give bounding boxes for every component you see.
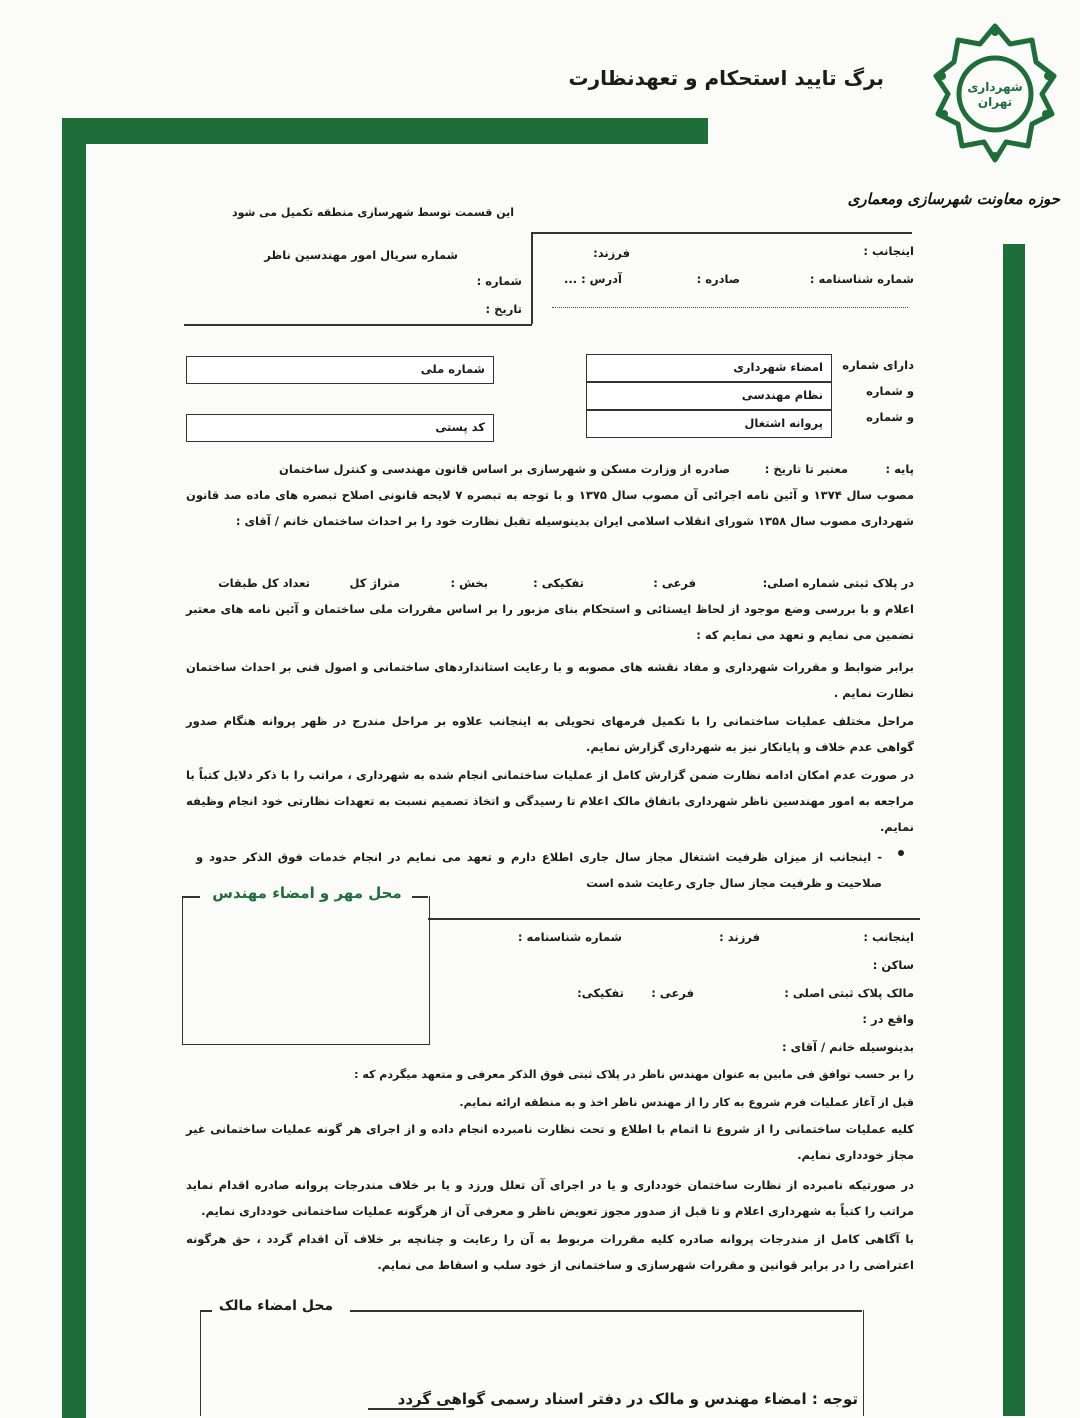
owner-hereby-label: بدینوسیله خانم / آقای :	[782, 1040, 914, 1054]
engineer-seal-title: محل مهر و امضاء مهندس	[212, 884, 402, 902]
logo-text: شهرداری تهران	[967, 80, 1023, 109]
total-area-label: متراژ کل	[349, 576, 400, 590]
applicant-address-label: آدرس : ...	[563, 272, 622, 286]
footer-note: توجه : امضاء مهندس و مالک در دفتر اسناد رسمی گواهی گردد	[397, 1390, 858, 1408]
seal-right-rule	[428, 918, 920, 920]
body-paragraph-2: اعلام و با بررسی وضع موجود از لحاظ ایستائی و استحکام بنای مزبور را بر اساس مقررات ملی ساختمان و آئین نامه های معتبر تضمین می نمایم و تعهد می نمایم که :	[186, 602, 914, 642]
postal-code-label: کد پستی	[435, 420, 485, 434]
and-number-label-1: و شماره	[866, 384, 914, 398]
owner-paragraph-3: کلیه عملیات ساختمانی را از شروع تا اتمام با اطلاع و تحت نظارت نامبرده انجام داده و از اجرای هر گونه عملیات ساختمانی غیر مجاز خودداری نمایم.	[186, 1122, 914, 1162]
body-paragraph-6: - اینجانب از میزان ظرفیت اشتغال مجاز سال جاری اطلاع دارم و تعهد می نمایم در انجام خدمات فوق الذکر حدود و صلاحیت و ظرفیت مجاز سال جاری رعایت شده است	[196, 850, 882, 890]
address-dotted-line	[552, 307, 908, 308]
engineer-seal-area[interactable]	[182, 896, 430, 1045]
postal-code-box[interactable]	[186, 414, 494, 442]
applicant-label: اینجانب :	[863, 244, 914, 258]
engineering-system-label: نظام مهندسی	[741, 388, 823, 402]
owner-id-label: شماره شناسنامه :	[517, 930, 622, 944]
plak-bakhsh-label: بخش :	[450, 576, 488, 590]
grade-label: پایه :	[885, 462, 914, 476]
has-number-label: دارای شماره	[842, 358, 914, 372]
frame-left-bar	[62, 118, 86, 1418]
plak-main-label: در پلاک ثبتی شماره اصلی:	[762, 576, 914, 590]
owner-plak-label: مالک پلاک ثبتی اصلی :	[784, 986, 914, 1000]
owner-location-label: واقع در :	[862, 1012, 914, 1026]
serial-label: شماره سریال امور مهندسین ناظر	[264, 248, 458, 262]
owner-sign-top-rule	[350, 1310, 862, 1312]
top-divider	[532, 232, 912, 234]
owner-paragraph-1: را بر حسب توافق فی مابین به عنوان مهندس ناظر در پلاک ثبتی فوق الذکر معرفی و متعهد میگردم که :	[354, 1068, 914, 1081]
national-id-label: شماره ملی	[420, 362, 485, 376]
valid-until-label: معتبر تا تاریخ :	[764, 462, 848, 476]
applicant-issued-label: صادره :	[696, 272, 740, 286]
municipality-logo	[930, 18, 1060, 168]
body-paragraph-4: مراحل مختلف عملیات ساختمانی را با تکمیل فرمهای تحویلی به اینجانب علاوه بر مراحل مندرج در ظهر پروانه هنگام صدور گواهی عدم خلاف و پایانکار نیز به شهرداری گزارش نمایم.	[186, 714, 914, 754]
body-line-1: صادره از وزارت مسکن و شهرسازی بر اساس قانون مهندسی و کنترل ساختمان	[279, 462, 730, 476]
number-label: شماره :	[476, 274, 522, 288]
seal-top-right-tick	[412, 896, 428, 898]
footer-underline	[368, 1408, 454, 1410]
body-paragraph-5: در صورت عدم امکان ادامه نظارت ضمن گزارش کامل از عملیات ساختمانی انجام شده به شهرداری ، مراتب را با ذکر دلایل کتباً با مراجعه به امور مهندسین ناظر شهرداری باتفاق مالک اعلام تا رسیدگی و اتخاذ تصمیم نسبت به تعهدات نظارتی خود انجام وظیفه نمایم.	[186, 768, 914, 834]
work-license-label: پروانه اشتغال	[744, 416, 823, 430]
applicant-id-label: شماره شناسنامه :	[809, 272, 914, 286]
and-number-label-2: و شماره	[866, 410, 914, 424]
plak-tafkiki-label: تفکیکی :	[533, 576, 584, 590]
top-vertical-divider	[531, 232, 533, 324]
region-note: این قسمت توسط شهرسازی منطقه تکمیل می شود	[231, 206, 514, 219]
date-label: تاریخ :	[485, 302, 522, 316]
frame-top-bar	[62, 118, 708, 144]
work-license-box[interactable]	[586, 410, 832, 438]
owner-father-label: فرزند :	[719, 930, 760, 944]
body-paragraph-1: مصوب سال ۱۳۷۴ و آئین نامه اجرائی آن مصوب سال ۱۳۷۵ و با توجه به تبصره ۷ لایحه قانونی اصلاح تبصره های ماده صد قانون شهرداری مصوب سال ۱۳۵۸ شورای انقلاب اسلامی ایران بدینوسیله تقبل نظارت خود را بر احداث ساختمان خانم / آقای :	[186, 488, 914, 528]
owner-farei-label: فرعی :	[651, 986, 694, 1000]
engineering-system-box[interactable]	[586, 382, 832, 410]
bullet-icon	[898, 850, 904, 856]
total-floors-label: تعداد کل طبقات	[218, 576, 310, 590]
seal-top-left-tick	[182, 896, 200, 898]
applicant-father-label: فرزند:	[593, 246, 630, 260]
owner-signature-title: محل امضاء مالک	[218, 1298, 334, 1314]
owner-paragraph-4: در صورتیکه نامبرده از نظارت ساختمان خودداری و یا در اجرای آن تعلل ورزد و یا بر خلاف مندرجات پروانه صادره اقدام نماید مراتب را کتباً به شهرداری اعلام و تا قبل از صدور مجوز تعویض ناظر و معرفی آن از هرگونه عملیات ساختمانی خودداری نمایم.	[186, 1178, 914, 1218]
owner-label: اینجانب :	[863, 930, 914, 944]
municipality-signature-label: امضاء شهرداری	[733, 360, 823, 374]
form-title: برگ تایید استحکام و تعهدنظارت	[568, 66, 884, 90]
owner-paragraph-5: با آگاهی کامل از مندرجات پروانه صادره کلیه مقررات مربوط به آن را رعایت و چنانچه بر خلاف آن اقدام گردد ، حق هرگونه اعتراضی را در برابر قوانین و مقررات شهرسازی و ساختمانی از خود سلب و اسقاط می نمایم.	[186, 1232, 914, 1272]
owner-tafkiki-label: تفکیکی:	[577, 986, 624, 1000]
plak-farei-label: فرعی :	[653, 576, 696, 590]
owner-paragraph-2: قبل از آغاز عملیات فرم شروع به کار را از مهندس ناظر اخذ و به منطقه ارائه نمایم.	[459, 1096, 914, 1109]
owner-residence-label: ساکن :	[872, 958, 914, 972]
serial-underline	[184, 324, 532, 326]
body-paragraph-3: برابر ضوابط و مقررات شهرداری و مفاد نقشه های مصوبه و با رعایت استانداردهای ساختمانی و اصول فنی بر احداث ساختمان نظارت نمایم .	[186, 660, 914, 700]
national-id-box[interactable]	[186, 356, 494, 384]
department-title: حوزه معاونت شهرسازی ومعماری	[847, 190, 1060, 208]
frame-right-bar	[1003, 244, 1025, 1416]
municipality-signature-box[interactable]	[586, 354, 832, 382]
